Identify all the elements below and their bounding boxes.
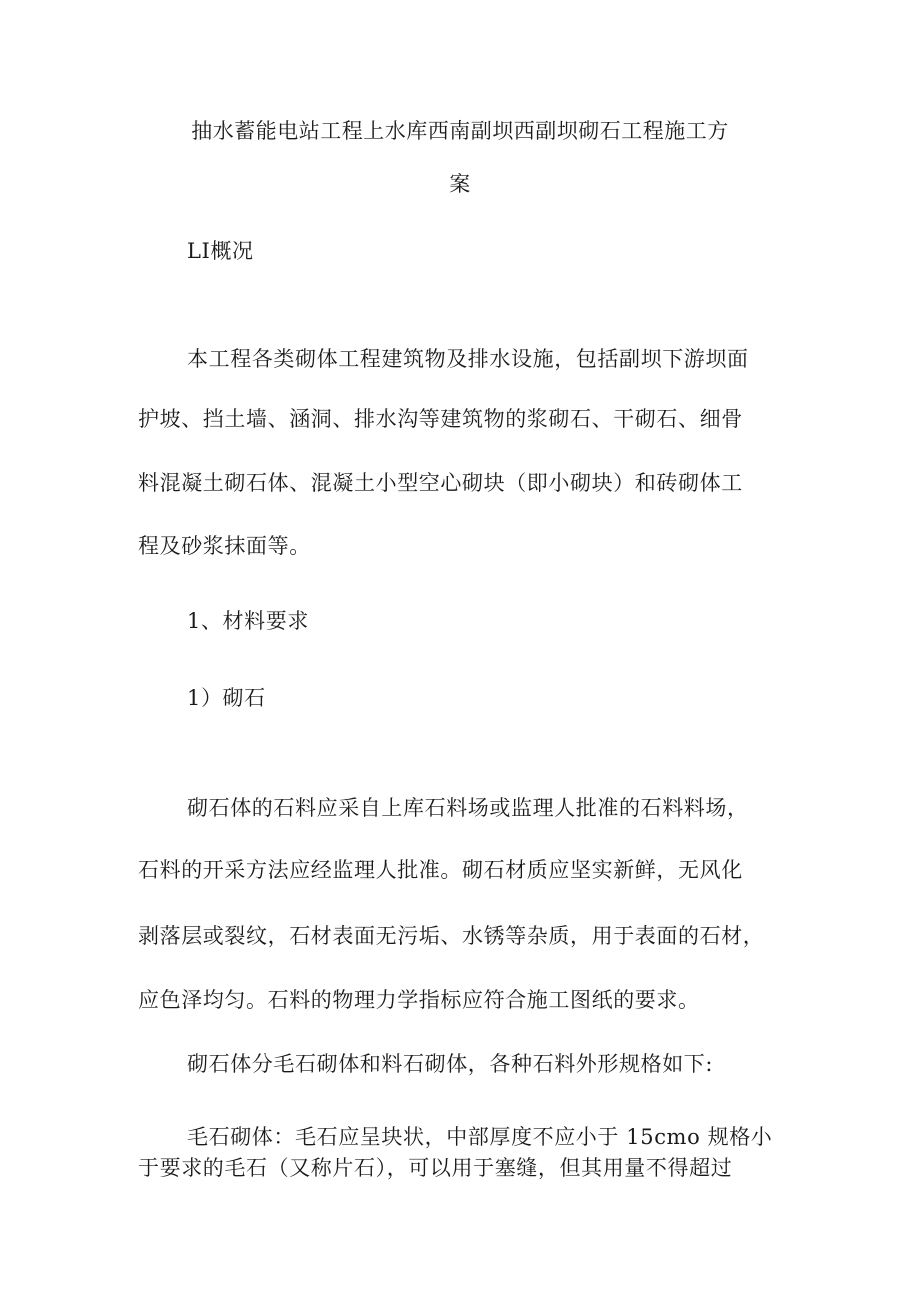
paragraph-1-line-1: 本工程各类砌体工程建筑物及排水设施，包括副坝下游坝面 [187,347,749,371]
section-heading-overview: LI概况 [187,239,254,263]
paragraph-1-line-4: 程及砂浆抹面等。 [138,534,311,558]
paragraph-2-line-3: 剥落层或裂纹，石材表面无污垢、水锈等杂质，用于表面的石材， [138,924,765,948]
paragraph-2-line-2: 石料的开采方法应经监理人批准。砌石材质应坚实新鲜，无风化 [138,858,743,882]
paragraph-2-line-1: 砌石体的石料应采自上库石料场或监理人批准的石料料场， [187,796,749,820]
paragraph-2-line-4: 应色泽均匀。石料的物理力学指标应符合施工图纸的要求。 [138,988,700,1012]
paragraph-4-line-1: 毛石砌体：毛石应呈块状，中部厚度不应小于 15cmo 规格小 [187,1125,773,1149]
document-title-line-2: 案 [449,172,471,196]
document-title-line-1: 抽水蓄能电站工程上水库西南副坝西副坝砌石工程施工方 [191,119,729,143]
paragraph-1-line-2: 护坡、挡土墙、涵洞、排水沟等建筑物的浆砌石、干砌石、细骨 [138,407,743,431]
section-heading-materials: 1、材料要求 [187,609,309,633]
subsection-heading-masonry-stone: 1）砌石 [187,686,266,710]
paragraph-4-line-2: 于要求的毛石（又称片石），可以用于塞缝，但其用量不得超过 [138,1156,733,1180]
paragraph-1-line-3: 料混凝土砌石体、混凝土小型空心砌块（即小砌块）和砖砌体工 [138,471,743,495]
paragraph-3: 砌石体分毛石砌体和料石砌体，各种石料外形规格如下: [187,1052,714,1076]
